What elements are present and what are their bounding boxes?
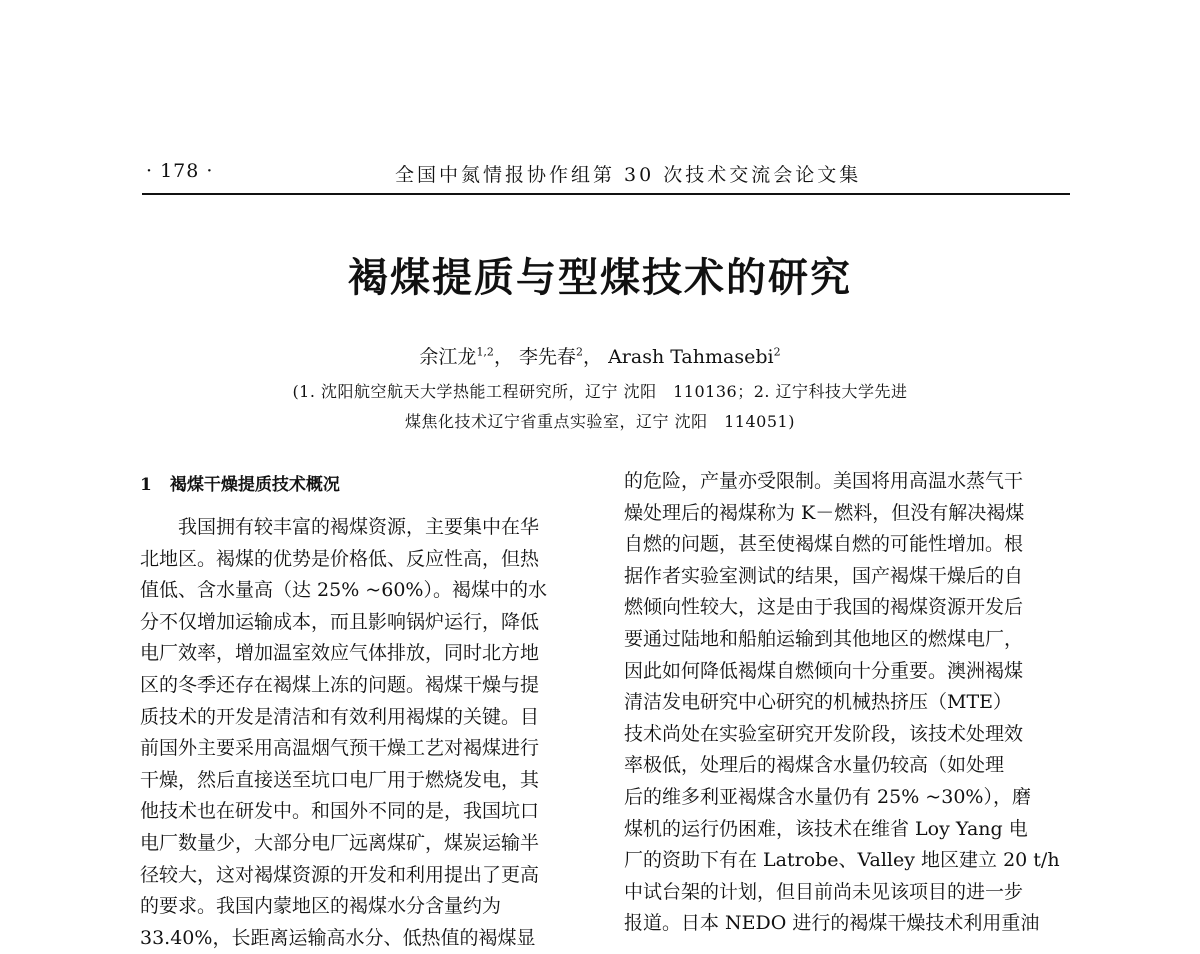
body-text-line: 前国外主要采用高温烟气预干燥工艺对褐煤进行 [140,737,540,760]
body-text-line: 技术尚处在实验室研究开发阶段，该技术处理效 [624,722,1024,745]
author-separator: ， [493,346,513,368]
body-text-line: 我国拥有较丰富的褐煤资源，主要集中在华 [140,516,540,538]
body-text-line: 后的维多利亚褐煤含水量仍有 25% ~30%），磨 [624,785,1031,808]
body-text-line: 清洁发电研究中心研究的机械热挤压（MTE） [624,691,1012,714]
author-list [0,342,1200,369]
body-text-line: 据作者实验室测试的结果，国产褐煤干燥后的自 [624,564,1024,587]
body-text-line: 燃倾向性较大，这是由于我国的褐煤资源开发后 [624,596,1024,619]
body-text-line: 他技术也在研发中。和国外不同的是，我国坑口 [140,800,540,823]
author-separator: ， [583,346,603,368]
section-heading [140,470,340,495]
affiliation-line: (1. 沈阳航空航天大学热能工程研究所，辽宁 沈阳 110136；2. 辽宁科技大学先进 [292,382,908,401]
author-name: 余江龙 [419,346,477,368]
author-affiliation-marker: 2 [576,345,584,359]
body-text-line: 要通过陆地和船舶运输到其他地区的燃煤电厂， [624,627,1024,650]
body-text-line: 自燃的问题，甚至使褐煤自燃的可能性增加。根 [624,533,1024,556]
body-text-line: 区的冬季还存在褐煤上冻的问题。褐煤干燥与提 [140,673,540,696]
affiliation-line: 煤焦化技术辽宁省重点实验室，辽宁 沈阳 114051) [405,412,795,431]
body-text-line: 的危险，产量亦受限制。美国将用高温水蒸气干 [624,470,1024,492]
body-text-line: 厂的资助下有在 Latrobe、Valley 地区建立 20 t/h [624,849,1060,872]
left-column-text [140,512,582,954]
body-text-line: 33.40%，长距离运输高水分、低热值的褐煤显 [140,926,536,949]
body-text-line: 质技术的开发是清洁和有效利用褐煤的关键。目 [140,705,540,728]
section-number: 1 [140,475,152,495]
body-text-line: 燥处理后的褐煤称为 K－燃料，但没有解决褐煤 [624,501,1025,524]
author-name: 李先春 [519,346,577,368]
right-column-text [624,466,1070,940]
body-text-line: 煤机的运行仍困难，该技术在维省 Loy Yang 电 [624,817,1028,840]
journal-title: 全国中氮情报协作组第 30 次技术交流会论文集 [395,164,862,186]
header-divider [142,193,1070,195]
body-text-line: 干燥，然后直接送至坑口电厂用于燃烧发电，其 [140,768,540,791]
section-title: 褐煤干燥提质技术概况 [169,475,340,495]
author-affiliation-marker: 1,2 [476,345,494,359]
author-name: Arash Tahmasebi [608,346,774,368]
body-text-line: 率极低，处理后的褐煤含水量仍较高（如处理 [624,754,1005,777]
body-text-line: 报道。日本 NEDO 进行的褐煤干燥技术利用重油 [624,912,1040,935]
body-text-line: 因此如何降低褐煤自燃倾向十分重要。澳洲褐煤 [624,659,1024,682]
page-number: · 178 · [146,160,214,182]
author-affiliation-marker: 2 [773,345,781,359]
body-text-line: 的要求。我国内蒙地区的褐煤水分含量约为 [140,895,502,918]
body-text-line: 电厂效率，增加温室效应气体排放，同时北方地 [140,642,540,665]
body-text-line: 电厂数量少，大部分电厂远离煤矿，煤炭运输半 [140,831,540,854]
body-text-line: 中试台架的计划，但目前尚未见该项目的进一步 [624,880,1024,903]
body-text-line: 径较大，这对褐煤资源的开发和利用提出了更高 [140,863,540,886]
body-text-line: 分不仅增加运输成本，而且影响锅炉运行，降低 [140,610,540,633]
body-text-line: 北地区。褐煤的优势是价格低、反应性高，但热 [140,547,540,570]
paper-title: 褐煤提质与型煤技术的研究 [348,254,852,301]
body-text-line: 值低、含水量高（达 25% ~60%）。褐煤中的水 [140,579,547,602]
